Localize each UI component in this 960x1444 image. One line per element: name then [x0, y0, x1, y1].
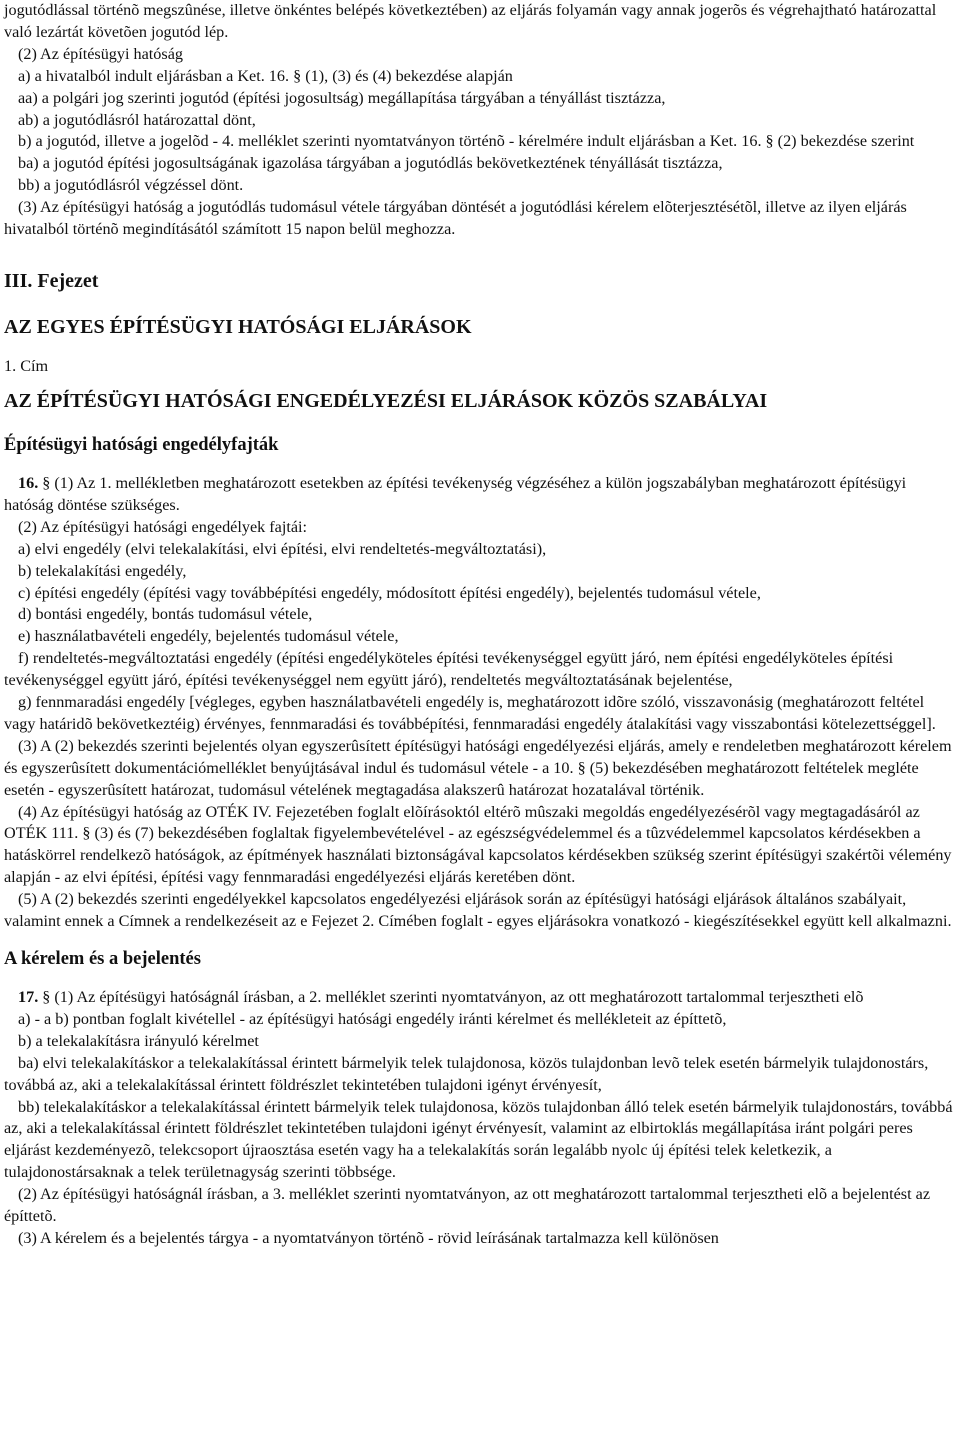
subtitle-kerelem: A kérelem és a bejelentés: [4, 949, 201, 969]
paragraph: b) telekalakítási engedély,: [18, 561, 187, 580]
paragraph: e) használatbavételi engedély, bejelentés tudomásul vétele,: [18, 627, 399, 646]
section-17-body: [4, 1009, 956, 1250]
paragraph: a) a hivatalból indult eljárásban a Ket. 16. § (1), (3) és (4) bekezdése alapján: [18, 66, 513, 85]
section-17-first-paragraph: [4, 987, 956, 1009]
paragraph: g) fennmaradási engedély [végleges, egyben használatbavételi engedély is, meghatározott idõre szóló, visszavonásig (meghatározott feltétel vagy határidõ bekövetkeztéig) érvényes, fennmaradási és továbbépítési, fennmaradási engedély átalakítási vagy visszabontási kötelezettséggel].: [4, 693, 936, 733]
paragraph: b) a telekalakításra irányuló kérelmet: [18, 1031, 259, 1050]
paragraph: ba) elvi telekalakításkor a telekalakítással érintett bármelyik telek tulajdonosa, közös tulajdonban levõ telek esetén bármelyik tulajdonostárs, továbbá az, aki a telekalakítással érintett földrészlet tekintetében tulajdoni igényt érvényesít,: [4, 1053, 929, 1094]
paragraph: a) elvi engedély (elvi telekalakítási, elvi építési, elvi rendeltetés-megváltoztatási),: [18, 539, 547, 558]
paragraph: (3) A (2) bekezdés szerinti bejelentés olyan egyszerûsített építésügyi hatósági engedélyezési eljárás, amely e rendeletben meghatározott kérelem és egyszerûsített dokumentációmelléklet benyújtásával indul és tudomásul vétele - a 10. § (5) bekezdésében meghatározott feltételek megléte esetén - egyszerûsített határozat, tudomásul vételének megtagadása alakszerû határozat hozatalával történik.: [4, 736, 952, 799]
paragraph: c) építési engedély (építési vagy továbbépítési engedély, módosított építési engedély), bejelentés tudomásul vétele,: [18, 583, 761, 602]
paragraph: ab) a jogutódlásról határozattal dönt,: [18, 110, 256, 129]
section-16-text: § (1) Az 1. mellékletben meghatározott esetekben az építési tevékenység végzéséhez a külön jogszabályban meghatározott építésügyi hatóság döntése szükséges.: [4, 473, 907, 514]
paragraph: (4) Az építésügyi hatóság az OTÉK IV. Fejezetében foglalt elõírásoktól eltérõ mûszaki megoldás engedélyezésérõl vagy megtagadásáról az OTÉK 111. § (3) és (7) bekezdésében foglaltak figyelembevételével - az egészségvédelemmel és a tûzvédelemmel kapcsolatos kérdésekben a hatáskörrel rendelkezõ hatóságok, az építmények használati biztonságával kapcsolatos kérdésekben szükség szerint építésügyi szakértõi vélemény alapján - az elvi építési, építési vagy fennmaradási engedélyezési eljárás keretében dönt.: [4, 802, 952, 887]
section-17-text: § (1) Az építésügyi hatóságnál írásban, a 2. melléklet szerinti nyomtatványon, az ott meghatározott tartalommal terjesztheti elõ: [42, 988, 864, 1006]
paragraph: aa) a polgári jog szerinti jogutód (építési jogosultság) megállapítása tárgyában a tényállást tisztázza,: [18, 88, 666, 107]
chapter-heading: III. Fejezet: [4, 269, 99, 292]
section-15-continuation: [4, 0, 956, 241]
paragraph: f) rendeltetés-megváltoztatási engedély (építési engedélyköteles építési tevékenységgel együtt járó, nem építési engedélyköteles építési tevékenységgel együtt járó, építési tevékenységgel nem együtt járó), rendeltetés megváltoztatásának bejelentése,: [4, 649, 894, 690]
section-16-body: [4, 517, 956, 933]
cim-title: AZ ÉPÍTÉSÜGYI HATÓSÁGI ENGEDÉLYEZÉSI ELJÁRÁSOK KÖZÖS SZABÁLYAI: [4, 389, 768, 412]
section-number: 17.: [18, 988, 39, 1006]
cim-heading: 1. Cím: [4, 356, 49, 375]
paragraph: (3) A kérelem és a bejelentés tárgya - a nyomtatványon történõ - rövid leírásának tartalmazza kell különösen: [18, 1228, 719, 1247]
paragraph: jogutódlással történõ megszûnése, illetve önkéntes belépés következtében) az eljárás folyamán vagy annak jogerõs és végrehajtható határozattal való lezártát követõen jogutód lép.: [4, 1, 937, 41]
section-16-first-paragraph: [4, 473, 956, 517]
paragraph: ba) a jogutód építési jogosultságának igazolása tárgyában a jogutódlás bekövetkeztének tényállását tisztázza,: [18, 154, 723, 173]
paragraph: (2) Az építésügyi hatósági engedélyek fajtái:: [18, 517, 308, 536]
paragraph: (5) A (2) bekezdés szerinti engedélyekkel kapcsolatos engedélyezési eljárások során az építésügyi hatósági eljárások általános szabályait, valamint ennek a Címnek a rendelkezéseit az e Fejezet 2. Címében foglalt - egyes eljárásokra vonatkozó - kiegészítésekkel együtt kell alkalmazni.: [4, 890, 952, 931]
paragraph: bb) telekalakításkor a telekalakítással érintett bármelyik telek tulajdonosa, közös tulajdonban álló telek esetén bármelyik tulajdonostárs, továbbá az, aki a telekalakítással érintett földrészlet tekintetében tulajdoni igényt érvényesít, valamint az elbirtoklás megállapítása iránt polgári peres eljárást kezdeményezõ, telekcsoport újraosztása esetén vagy ha a telekalakítás során legalább nyolc új építési telek keletkezik, a tulajdonostársaknak a telek területnagyság szerinti többsége.: [4, 1097, 953, 1182]
subtitle-engedelyfajtak: Építésügyi hatósági engedélyfajták: [4, 434, 279, 455]
document-page: [4, 0, 956, 1250]
chapter-title: AZ EGYES ÉPÍTÉSÜGYI HATÓSÁGI ELJÁRÁSOK: [4, 315, 472, 338]
paragraph: bb) a jogutódlásról végzéssel dönt.: [18, 176, 244, 195]
paragraph: (3) Az építésügyi hatóság a jogutódlás tudomásul vétele tárgyában döntését a jogutódlási kérelem elõterjesztésétõl, illetve az ilyen eljárás hivatalból történõ megindításától számított 15 napon belül meghozza.: [4, 198, 907, 239]
paragraph: d) bontási engedély, bontás tudomásul vétele,: [18, 605, 313, 624]
section-number: 16.: [18, 473, 39, 492]
paragraph: (2) Az építésügyi hatóság: [18, 44, 183, 63]
paragraph: b) a jogutód, illetve a jogelõd - 4. melléklet szerinti nyomtatványon történõ - kérelmére indult eljárásban a Ket. 16. § (2) bekezdése szerint: [18, 132, 915, 151]
paragraph: a) - a b) pontban foglalt kivétellel - az építésügyi hatósági engedély iránti kérelmet és mellékleteit az építtetõ,: [18, 1009, 727, 1028]
paragraph: (2) Az építésügyi hatóságnál írásban, a 3. melléklet szerinti nyomtatványon, az ott meghatározott tartalommal terjesztheti elõ a bejelentést az építtetõ.: [4, 1185, 931, 1226]
